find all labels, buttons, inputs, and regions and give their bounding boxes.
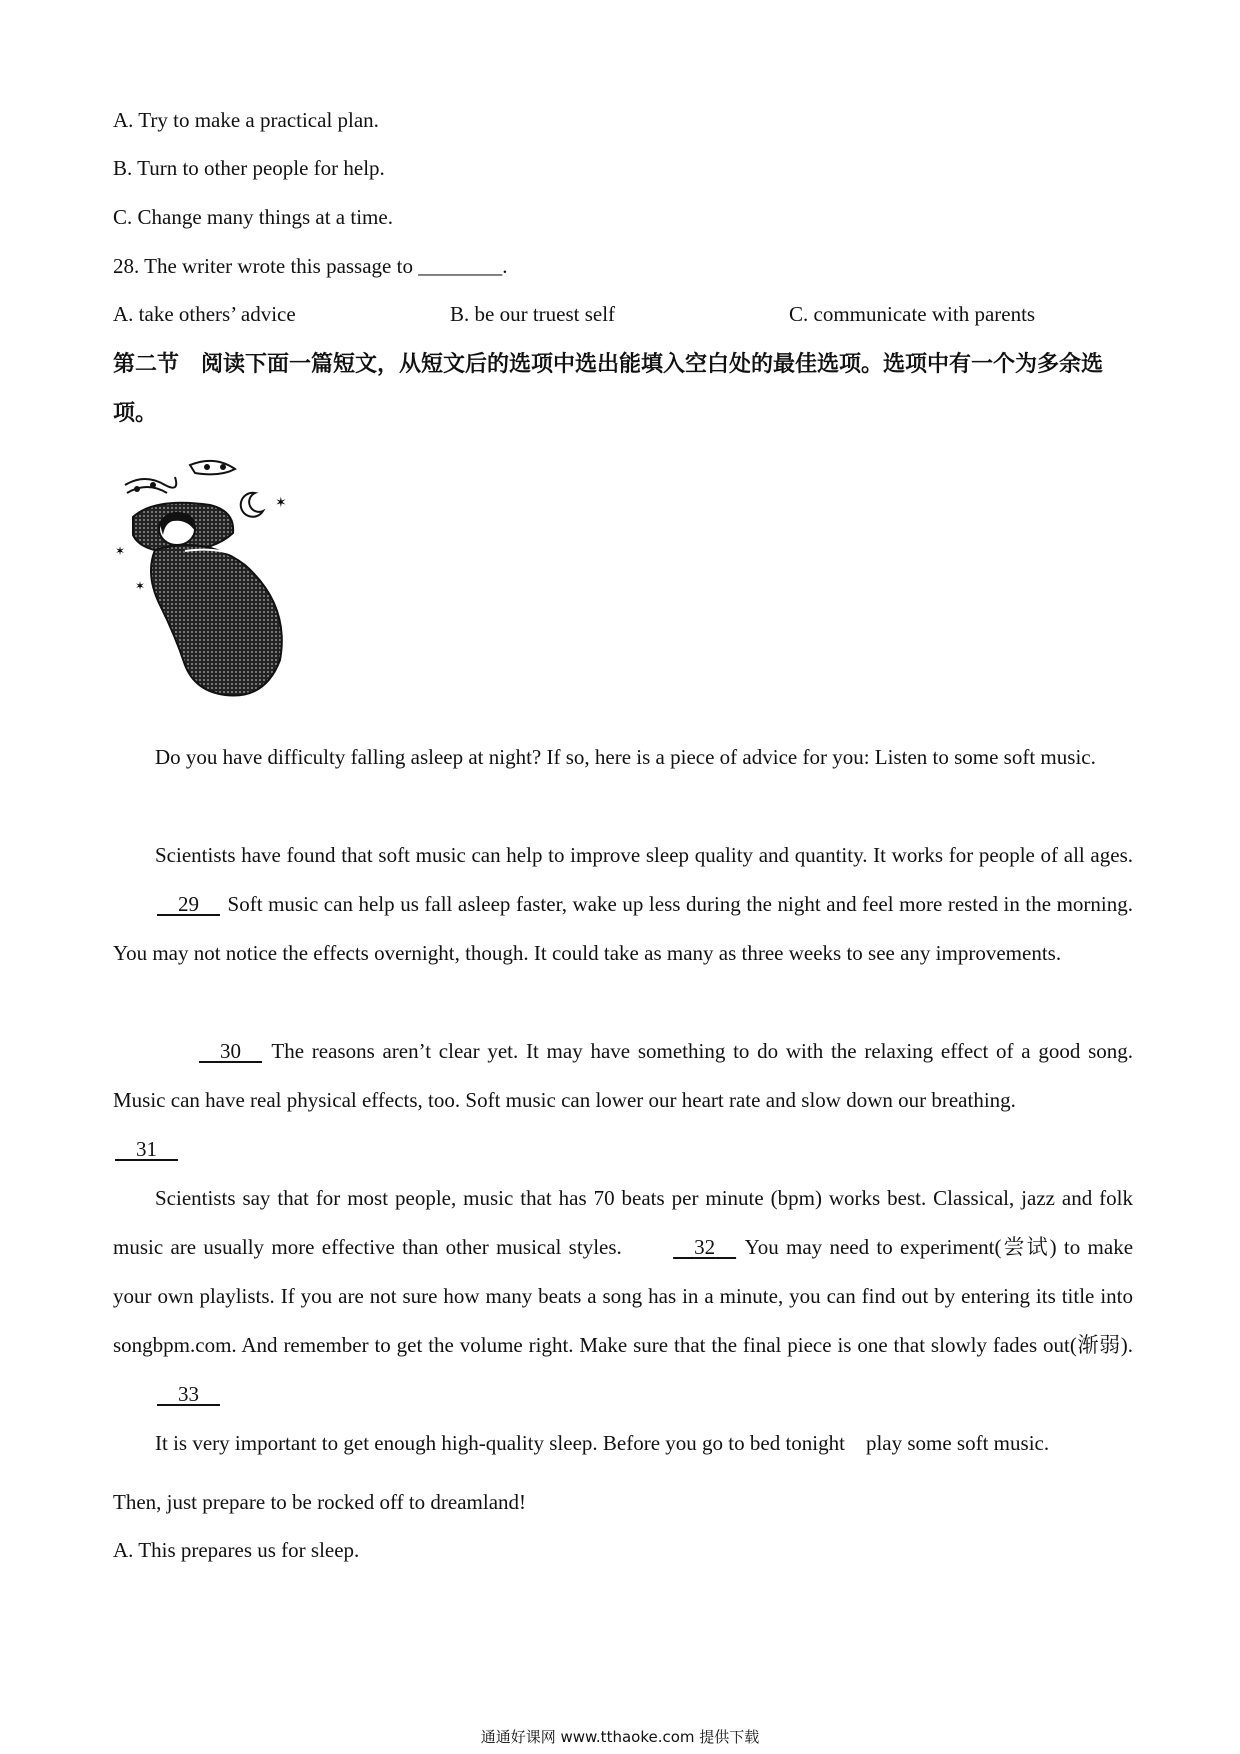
q28-options [113,300,1133,328]
passage-paragraph-1 [113,733,1133,782]
passage-paragraph-3 [113,1027,1133,1174]
q28-stem: 28. The writer wrote this passage to ________. [113,254,508,278]
blank-30: 30 [220,1039,241,1063]
passage-text: Scientists have found that soft music can help to improve sleep quality and quantity. It works for people of all ages. [155,843,1133,867]
svg-text:✶: ✶ [135,579,146,593]
blank-29: 29 [178,892,199,916]
blank-32: 32 [694,1235,716,1259]
answer-option-a: A. This prepares us for sleep. [113,1538,360,1562]
q27-option-a: A. Try to make a practical plan. [113,108,379,132]
q28-option-a: A. take others’ advice [113,302,296,326]
q27-option-c: C. Change many things at a time. [113,205,393,229]
passage-paragraph-6: Then, just prepare to be rocked off to dreamland! [113,1490,527,1514]
blank-31: 31 [136,1137,157,1161]
svg-text:✶: ✶ [275,495,287,511]
svg-text:✶: ✶ [115,544,126,558]
passage-text: It is very important to get enough high-quality sleep. Before you go to bed tonight play some soft music. [155,1431,1050,1455]
page-footer: 通通好课网 www.tthaoke.com 提供下载 [480,1728,760,1746]
q28-option-b: B. be our truest self [450,302,616,326]
passage-text: You may need to experiment(尝试) to make your own playlists. If you are not sure how many beats a song has in a minute, you can find out by entering its title into songbpm.com. And remember to get the volume right. Make sure that the final piece is one that slowly fades out(渐弱). [113,1235,1134,1357]
blank-33: 33 [178,1382,199,1406]
q28-option-c: C. communicate with parents [789,302,1036,326]
passage-text: Soft music can help us fall asleep faster, wake up less during the night and feel more rested in the morning. You may not notice the effects overnight, though. It could take as many as three weeks to see any improvements. [113,892,1134,965]
q27-option-b: B. Turn to other people for help. [113,156,385,180]
passage-text: The reasons aren’t clear yet. It may have something to do with the relaxing effect of a good song. Music can have real physical effects, too. Soft music can lower our heart rate and slow down our breathing. [113,1039,1134,1112]
passage-text: Do you have difficulty falling asleep at night? If so, here is a piece of advice for you: Listen to some soft music. [155,745,1096,769]
passage-paragraph-4 [113,1174,1133,1419]
passage-text: Scientists say that for most people, music that has 70 beats per minute (bpm) works best. Classical, jazz and folk music are usually more effective than other musical styles. [113,1186,1133,1259]
woman-sleeping-with-music-notes-icon [115,455,320,705]
illustration [115,455,320,705]
section-heading: 第二节 阅读下面一篇短文，从短文后的选项中选出能填入空白处的最佳选项。选项中有一个为多余选项。 [113,352,1104,426]
passage-paragraph-5 [113,1419,1133,1468]
passage-paragraph-2 [113,831,1133,978]
